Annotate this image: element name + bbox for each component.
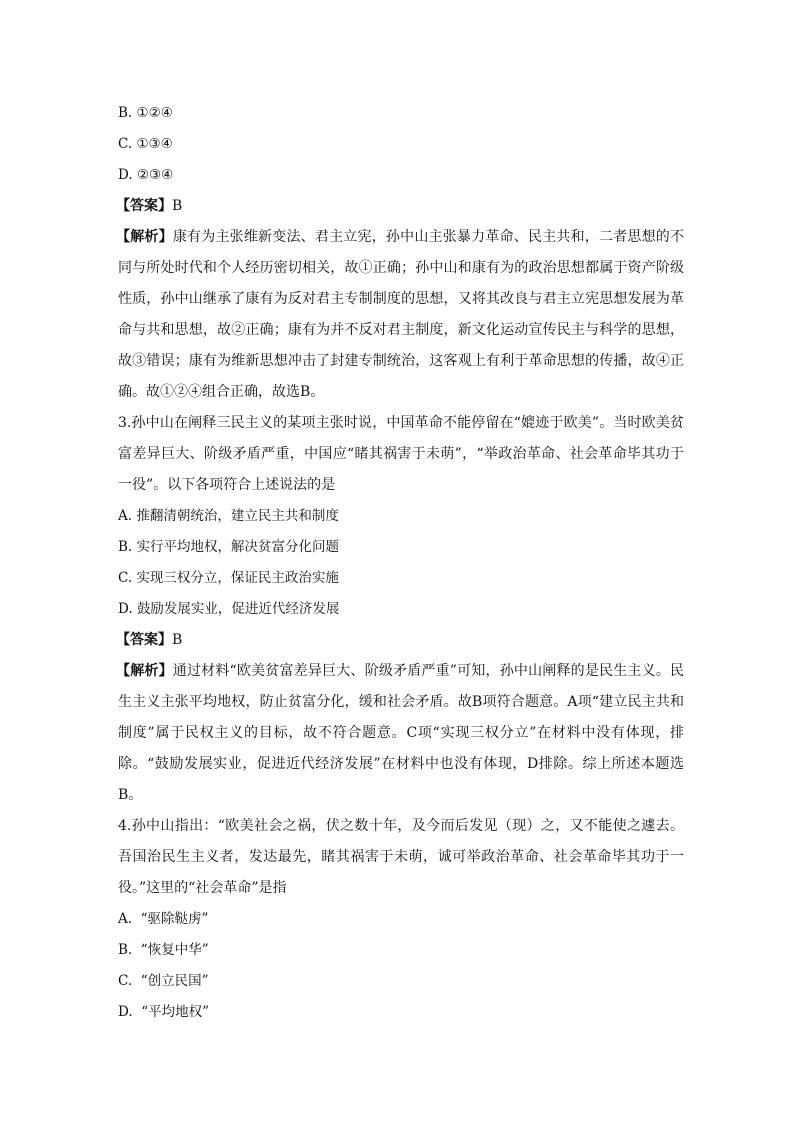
option-text: ①③④	[136, 136, 173, 152]
option-d	[118, 594, 684, 625]
question-2-analysis	[118, 222, 684, 408]
option-label: D.	[118, 1004, 142, 1020]
answer-tag: 【答案】	[116, 632, 172, 648]
option-text: ①②④	[136, 105, 173, 121]
option-text: “创立民国”	[140, 973, 209, 989]
question-3-answer	[118, 625, 684, 656]
option-label: B.	[118, 942, 141, 958]
option-text: 推翻清朝统治，建立民主共和制度	[136, 508, 339, 524]
option-d	[118, 997, 684, 1028]
option-label: A.	[118, 508, 137, 524]
option-text: 实行平均地权，解决贫富分化问题	[136, 539, 340, 555]
option-text: 实现三权分立，保证民主政治实施	[136, 570, 339, 586]
option-label: A.	[118, 911, 141, 927]
option-b	[118, 935, 684, 966]
option-d	[118, 160, 684, 191]
question-2-options	[118, 98, 684, 191]
analysis-text: 康有为主张维新变法、君主立宪，孙中山主张暴力革命、民主共和，二者思想的不同与所处时代和个人经历密切相关，故①正确；孙中山和康有为的政治思想都属于资产阶级性质，孙中山继承了康有为反对君主专制制度的思想，又将其改良与君主立宪思想发展为革命与共和思想，故②正确；康有为并不反对君主制度，新文化运动宣传民主与科学的思想，故③错误；康有为维新思想冲击了封建专制统治，这客观上有利于革命思想的传播，故④正确。故①②④组合正确，故选B。	[118, 229, 685, 400]
option-b	[118, 532, 684, 563]
option-c	[118, 966, 684, 997]
analysis-text: 通过材料“欧美贫富差异巨大、阶级矛盾严重”可知，孙中山阐释的是民生主义。民生主义主张平均地权，防止贫富分化，缓和社会矛盾。故B项符合题意。A项“建立民主共和制度”属于民权主义的目标，故不符合题意。C项“实现三权分立”在材料中没有体现，排除。“鼓励发展实业，促进近代经济发展”在材料中也没有体现，D排除。综上所述本题选B。	[118, 663, 685, 803]
option-label: C.	[118, 570, 137, 586]
question-4-options	[118, 904, 684, 1028]
question-3-stem: 3.孙中山在阐释三民主义的某项主张时说，中国革命不能停留在“媲迹于欧美”。当时欧美贫富差异巨大、阶级矛盾严重，中国应“睹其祸害于未萌”，“举政治革命、社会革命毕其功于一役”。以下各项符合上述说法的是	[118, 415, 684, 493]
analysis-tag: 【解析】	[116, 663, 173, 679]
answer-value: B	[172, 632, 183, 648]
analysis-tag: 【解析】	[116, 229, 173, 245]
option-label: D.	[118, 601, 137, 617]
option-text: “平均地权”	[141, 1004, 210, 1020]
document-page	[118, 98, 684, 1028]
question-4-stem: 4.孙中山指出：“欧美社会之祸，伏之数十年，及今而后发见（现）之，又不能使之遽去。吾国治民生主义者，发达最先，睹其祸害于未萌，诚可举政治革命、社会革命毕其功于一役。”这里的“社会革命”是指	[118, 818, 684, 896]
answer-tag: 【答案】	[116, 198, 172, 214]
question-2-answer	[118, 191, 684, 222]
option-a	[118, 904, 684, 935]
option-a	[118, 501, 684, 532]
option-text: 鼓励发展实业，促进近代经济发展	[136, 601, 340, 617]
option-c	[118, 563, 684, 594]
option-label: C.	[118, 973, 141, 989]
option-b	[118, 98, 684, 129]
answer-value: B	[172, 198, 183, 214]
option-label: B.	[118, 105, 137, 121]
option-text: “驱除鞑虏”	[140, 911, 209, 927]
option-c	[118, 129, 684, 160]
option-text: ②③④	[136, 167, 174, 183]
question-3-analysis	[118, 656, 684, 811]
option-label: B.	[118, 539, 137, 555]
option-label: D.	[118, 167, 137, 183]
option-label: C.	[118, 136, 137, 152]
question-3-options	[118, 501, 684, 625]
option-text: “恢复中华”	[140, 942, 209, 958]
